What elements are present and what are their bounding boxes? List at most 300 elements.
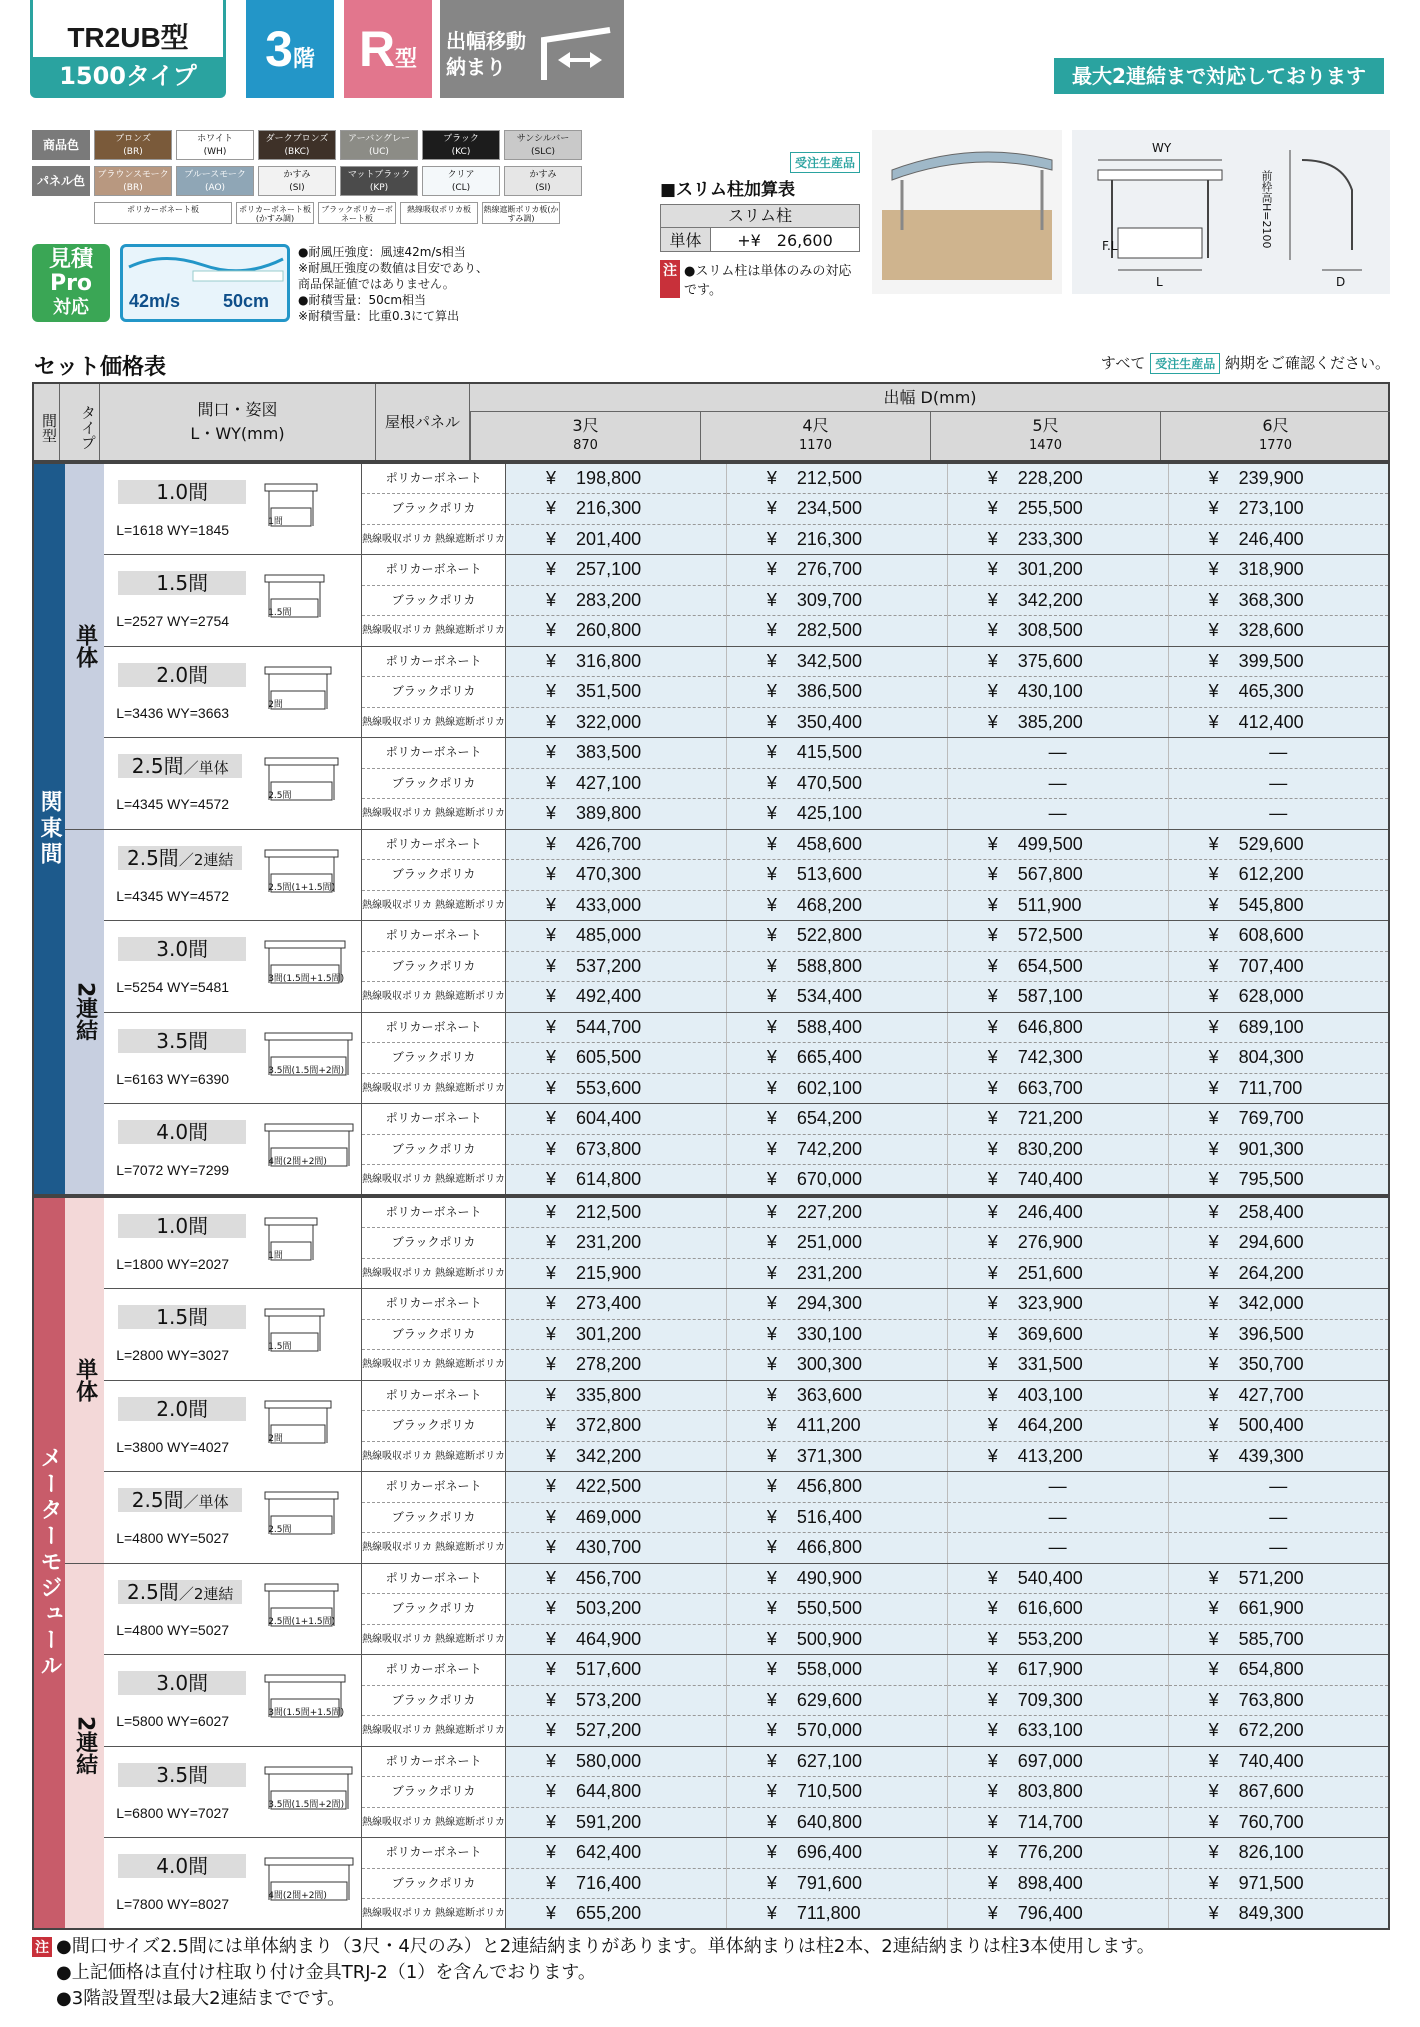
price-cell [947,1012,1168,1043]
panel-type-label: ポリカーボネート板(かすみ調) [236,202,314,224]
price-cell [1168,1563,1389,1594]
price-cell [726,829,947,860]
price-cell [1168,463,1389,494]
price-cell [506,707,727,738]
yen-sign: ¥ [1208,1689,1219,1710]
size-dimensions: L=1800 WY=2027 [116,1256,230,1272]
price-value: 246,400 [1238,528,1304,549]
depth-mm: 870 [573,438,598,453]
yen-sign: ¥ [1208,1202,1219,1222]
slim-note: ●スリム柱は単体のみの対応です。 [684,264,852,298]
price-cell [1168,1594,1389,1625]
price-cell [506,1411,727,1442]
price-cell [947,829,1168,860]
roof-panel-label: ブラックポリカ [362,1319,506,1350]
price-cell [1168,829,1389,860]
product-color-swatch [94,130,172,160]
yen-sign: ¥ [1208,864,1219,885]
price-cell [1168,890,1389,921]
roof-panel-label: 熱線吸収ポリカ 熱線遮断ポリカ [362,890,506,921]
dimension-diagram: WY F.L L D 前枠高H=2100 [1072,130,1390,294]
price-value: 363,600 [796,1384,862,1405]
price-value: 570,000 [796,1720,862,1741]
size-cell [104,1289,361,1381]
yen-sign: ¥ [766,1628,777,1649]
size-suffix: ／単体 [183,759,229,777]
price-cell [1168,1685,1389,1716]
price-cell [506,1441,727,1472]
yen-sign: ¥ [766,620,777,641]
roof-panel-label: ブラックポリカ [362,1502,506,1533]
price-cell [947,1380,1168,1411]
top-note: 最大2連結まで対応しております [1054,58,1384,94]
yen-sign: ¥ [766,833,777,854]
size-diagram-icon [264,752,339,808]
size-icon-label: 2.5間(1+1.5間) [268,1616,336,1627]
size-cell [104,738,361,830]
price-value: 604,400 [576,1108,642,1129]
yen-sign: ¥ [766,1476,777,1497]
yen-sign: ¥ [1208,1016,1219,1037]
yen-sign: ¥ [546,986,557,1007]
price-cell [726,1563,947,1594]
size-label: 1.0間 [118,1214,246,1238]
price-cell [947,646,1168,677]
roof-panel-label: ポリカーボネート [362,555,506,586]
price-cell [1168,1655,1389,1686]
yen-sign: ¥ [766,1659,777,1680]
depth-shaku: 5尺 [1032,416,1059,435]
price-cell [1168,1319,1389,1350]
price-value: 278,200 [576,1354,642,1375]
roof-panel-label: ポリカーボネート [362,646,506,677]
price-cell [1168,616,1389,647]
size-diagram-icon [264,844,339,900]
size-cell [104,1746,361,1838]
price-value: 654,200 [796,1108,862,1129]
size-diagram-icon [264,661,332,717]
price-value: 466,800 [796,1537,862,1558]
price-value: 342,200 [1017,589,1083,610]
price-value: 318,900 [1238,559,1304,580]
price-cell [947,1104,1168,1135]
yen-sign: ¥ [1208,955,1219,976]
price-value: 309,700 [796,589,862,610]
roof-panel-label: 熱線吸収ポリカ 熱線遮断ポリカ [362,1441,506,1472]
made-to-order-tag: 受注生産品 [790,152,860,173]
price-value: 316,800 [576,650,642,671]
price-cell [947,677,1168,708]
table-row [33,1289,1389,1320]
price-value: 383,500 [576,742,642,763]
size-cell [104,1197,361,1289]
price-value: 301,200 [1017,559,1083,580]
price-cell [506,646,727,677]
roof-panel-label: ポリカーボネート [362,921,506,952]
yen-sign: ¥ [1208,1047,1219,1068]
model-type: 1500タイプ [33,57,223,95]
price-cell [726,1533,947,1564]
price-cell [947,1289,1168,1320]
yen-sign: ¥ [546,1354,557,1375]
swatch-name: ホワイト [197,134,233,144]
slim-row-label: 単体 [661,228,711,251]
price-value: 742,300 [1017,1047,1083,1068]
price-cell [947,555,1168,586]
size-label: 1.0間 [118,480,246,504]
price-cell [726,738,947,769]
price-value: 375,600 [1017,650,1083,671]
panel-type-label: ブラックポリカーボネート板 [318,202,396,224]
price-value: 427,100 [576,772,642,793]
price-value: 216,300 [796,528,862,549]
yen-sign: ¥ [766,1903,777,1923]
price-cell [506,1502,727,1533]
price-value: 629,600 [796,1689,862,1710]
roof-panel-label: ポリカーボネート [362,1289,506,1320]
snow-depth: 50cm [223,291,270,311]
yen-sign: ¥ [546,620,557,641]
price-cell [1168,1380,1389,1411]
yen-sign: ¥ [766,528,777,549]
yen-sign: ¥ [546,589,557,610]
price-cell [726,1777,947,1808]
table-row [33,921,1389,952]
yen-sign: ¥ [546,650,557,671]
yen-sign: ¥ [546,1262,557,1283]
yen-sign: ¥ [766,1689,777,1710]
price-value: 234,500 [796,498,862,519]
wind-note: 商品保証値ではありません。 [298,277,455,291]
yen-sign: ¥ [766,1202,777,1222]
yen-sign: ¥ [1208,711,1219,732]
price-cell [1168,1716,1389,1747]
price-cell [506,1289,727,1320]
yen-sign: ¥ [1208,1750,1219,1771]
price-value: 239,900 [1238,468,1304,488]
price-value: 612,200 [1238,864,1304,885]
price-cell [1168,1289,1389,1320]
price-cell [947,921,1168,952]
price-value: 696,400 [796,1842,862,1863]
roof-panel-label: 熱線吸収ポリカ 熱線遮断ポリカ [362,616,506,647]
footer-note [32,1960,1155,1986]
size-icon-label: 4間(2間+2間) [268,1157,327,1167]
price-value: 721,200 [1017,1108,1083,1129]
depth-mm: 1770 [1258,438,1293,453]
price-value: 342,200 [576,1445,642,1466]
price-cell [506,555,727,586]
price-value: 369,600 [1017,1323,1083,1344]
price-cell [506,1594,727,1625]
price-value: 769,700 [1238,1108,1304,1129]
price-cell [506,1655,727,1686]
price-cell [726,1685,947,1716]
yen-sign: ¥ [987,711,998,732]
price-value: 804,300 [1238,1047,1304,1068]
price-value: 503,200 [576,1598,642,1619]
size-cell [104,463,361,555]
yen-sign: ¥ [987,1750,998,1771]
size-diagram-icon [264,569,325,625]
price-cell [506,463,727,494]
price-value: 580,000 [576,1750,642,1771]
wind-notes [298,244,518,324]
yen-sign: ¥ [987,1415,998,1436]
move-label: 出幅移動納まり [446,29,526,79]
yen-sign: ¥ [546,1720,557,1741]
price-cell [1168,1043,1389,1074]
yen-sign: ¥ [766,1293,777,1314]
table-row [33,1012,1389,1043]
price-value: 283,200 [576,589,642,610]
price-cell [1168,1104,1389,1135]
yen-sign: ¥ [987,955,998,976]
price-cell [947,1197,1168,1228]
yen-sign: ¥ [987,1047,998,1068]
size-label: 2.0間 [118,663,246,687]
yen-sign: ¥ [987,620,998,641]
size-icon-label: 4間(2間+2間) [268,1891,327,1901]
section-title: セット価格表 [34,355,167,380]
price-cell [506,982,727,1013]
size-cell [104,921,361,1013]
price-value: 276,900 [1017,1232,1083,1253]
price-cell [726,1594,947,1625]
roof-panel-label: 熱線吸収ポリカ 熱線遮断ポリカ [362,707,506,738]
product-photo [872,130,1062,294]
price-value: 550,500 [796,1598,862,1619]
swatch-code: (SI) [535,183,551,193]
price-cell [1168,1807,1389,1838]
price-value: 294,600 [1238,1232,1304,1253]
roof-panel-label: ブラックポリカ [362,768,506,799]
swatch-name: ブロンズ [115,134,151,144]
price-value: 201,400 [576,528,642,549]
size-suffix: ／単体 [183,1493,229,1511]
price-value: 469,000 [576,1506,642,1527]
yen-sign: ¥ [546,1872,557,1893]
yen-sign: ¥ [987,1384,998,1405]
price-cell [947,524,1168,555]
yen-sign: ¥ [987,1628,998,1649]
price-cell [726,1104,947,1135]
price-value: 689,100 [1238,1016,1304,1037]
yen-sign: ¥ [987,1323,998,1344]
price-value: 673,800 [576,1138,642,1159]
price-cell [1168,1624,1389,1655]
yen-sign: ¥ [1208,498,1219,519]
price-na: — [1168,1472,1389,1503]
yen-sign: ¥ [987,1689,998,1710]
group-text: 関東間 [37,790,62,868]
size-label: 2.0間 [118,1397,246,1421]
panel-color-swatch [176,166,254,196]
yen-sign: ¥ [987,864,998,885]
price-value: 282,500 [796,620,862,641]
price-cell [506,860,727,891]
sub-label [65,463,104,829]
yen-sign: ¥ [546,955,557,976]
yen-sign: ¥ [546,1903,557,1923]
price-value: 534,400 [796,986,862,1007]
price-cell [947,1073,1168,1104]
price-cell [947,1685,1168,1716]
price-na: — [947,1502,1168,1533]
price-value: 516,400 [796,1506,862,1527]
price-cell [506,1134,727,1165]
price-value: 803,800 [1017,1781,1083,1802]
price-value: 714,700 [1017,1811,1083,1832]
yen-sign: ¥ [546,1108,557,1129]
yen-sign: ¥ [1208,1323,1219,1344]
price-value: 464,200 [1017,1415,1083,1436]
price-value: 796,400 [1017,1903,1083,1923]
yen-sign: ¥ [766,1016,777,1037]
price-value: 602,100 [796,1077,862,1098]
price-cell [726,646,947,677]
swatch-code: (BR) [123,183,143,193]
price-value: 640,800 [796,1811,862,1832]
price-cell [1168,1777,1389,1808]
size-icon-label: 2.5間(1+1.5間) [268,882,336,893]
group-text: メーターモジュール [37,1446,62,1680]
price-value: 642,400 [576,1842,642,1863]
price-cell [1168,555,1389,586]
price-cell [726,1502,947,1533]
price-cell [726,463,947,494]
price-value: 661,900 [1238,1598,1304,1619]
price-cell [506,1197,727,1228]
roof-panel-label: ブラックポリカ [362,1228,506,1259]
yen-sign: ¥ [987,1169,998,1189]
yen-sign: ¥ [987,1811,998,1832]
size-diagram-icon [264,1852,354,1908]
price-cell [506,768,727,799]
size-icon-label: 1間 [268,517,283,527]
size-label: 2.5間／2連結 [118,1580,242,1604]
price-cell [506,1868,727,1899]
yen-sign: ¥ [766,742,777,763]
yen-sign: ¥ [1208,589,1219,610]
price-cell [947,463,1168,494]
price-cell [947,707,1168,738]
price-cell [506,1319,727,1350]
panel-color-swatch [422,166,500,196]
price-value: 670,000 [796,1169,862,1189]
roof-panel-label: 熱線吸収ポリカ 熱線遮断ポリカ [362,1073,506,1104]
move-badge [440,0,624,98]
product-color-swatch [258,130,336,160]
size-dimensions: L=5254 WY=5481 [116,979,230,995]
price-value: 616,600 [1017,1598,1083,1619]
yen-sign: ¥ [987,681,998,702]
size-cell [104,555,361,647]
yen-sign: ¥ [987,1903,998,1923]
price-na: — [1168,799,1389,830]
price-cell [1168,1868,1389,1899]
roof-panel-label: 熱線吸収ポリカ 熱線遮断ポリカ [362,1899,506,1930]
price-cell [726,1441,947,1472]
depth-column [1160,412,1390,460]
roof-panel-label: ブラックポリカ [362,1043,506,1074]
size-cell [104,646,361,738]
size-diagram-icon [264,1761,353,1817]
price-cell [1168,494,1389,525]
yen-sign: ¥ [546,1077,557,1098]
price-value: 572,500 [1017,925,1083,946]
price-value: 260,800 [576,620,642,641]
price-value: 273,100 [1238,498,1304,519]
price-value: 389,800 [576,803,642,824]
yen-sign: ¥ [546,1323,557,1344]
panel-color-swatch [504,166,582,196]
price-cell [947,1624,1168,1655]
price-value: 608,600 [1238,925,1304,946]
roof-panel-label: ポリカーボネート [362,738,506,769]
yen-sign: ¥ [987,833,998,854]
price-value: 644,800 [576,1781,642,1802]
price-value: 430,100 [1017,681,1083,702]
price-cell [726,1289,947,1320]
price-table [32,1196,1390,1930]
swatch-code: (AO) [204,183,226,193]
price-cell [947,1716,1168,1747]
yen-sign: ¥ [766,1781,777,1802]
swatch-code: (CL) [451,183,471,193]
size-label: 3.0間 [118,937,246,961]
yen-sign: ¥ [987,1720,998,1741]
price-value: 301,200 [576,1323,642,1344]
price-value: 544,700 [576,1016,642,1037]
price-value: 830,200 [1017,1138,1083,1159]
price-cell [506,524,727,555]
yen-sign: ¥ [1208,559,1219,580]
price-cell [726,1319,947,1350]
yen-sign: ¥ [987,468,998,488]
price-value: 628,000 [1238,986,1304,1007]
price-cell [1168,524,1389,555]
price-cell [726,921,947,952]
size-icon-label: 2.5間 [268,1525,292,1535]
price-value: 655,200 [576,1903,642,1923]
swatch-name: かすみ [283,170,311,180]
yen-sign: ¥ [987,650,998,671]
price-value: 646,800 [1017,1016,1083,1037]
yen-sign: ¥ [1208,528,1219,549]
price-value: 403,100 [1017,1384,1083,1405]
price-value: 709,300 [1017,1689,1083,1710]
price-value: 587,100 [1017,986,1083,1007]
price-value: 427,700 [1238,1384,1304,1405]
size-dimensions: L=4800 WY=5027 [116,1621,230,1638]
size-dimensions: L=2800 WY=3027 [116,1347,230,1363]
size-diagram-icon [264,1578,339,1634]
price-value: 351,500 [576,681,642,702]
yen-sign: ¥ [546,1750,557,1771]
sub-text: 単体 [72,1358,98,1403]
price-value: 323,900 [1017,1293,1083,1314]
table-row [33,1380,1389,1411]
yen-sign: ¥ [546,742,557,763]
size-icon-label: 3.5間(1.5間+2間) [268,1065,345,1076]
yen-sign: ¥ [546,1415,557,1436]
price-cell [726,1899,947,1930]
wind-snow-badge [120,244,290,322]
roof-panel-label: 熱線吸収ポリカ 熱線遮断ポリカ [362,799,506,830]
price-cell [947,1134,1168,1165]
size-label: 4.0間 [118,1120,246,1144]
